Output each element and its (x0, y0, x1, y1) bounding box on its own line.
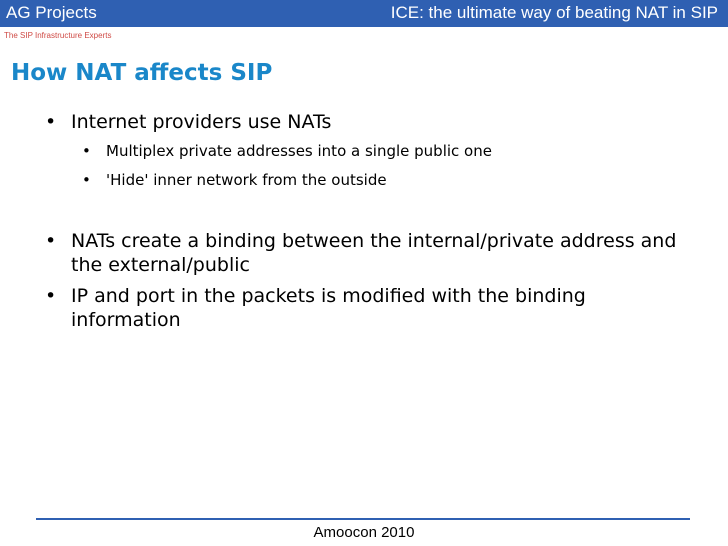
footer-divider (36, 518, 690, 520)
sub-bullet-text: Multiplex private addresses into a single public one (106, 142, 492, 160)
slide-title: How NAT affects SIP (11, 60, 273, 86)
bullet-item (45, 284, 685, 332)
bullet-dot: • (82, 171, 91, 189)
bullet-item (45, 110, 685, 134)
bullet-text: IP and port in the packets is modified with the binding information (71, 285, 586, 331)
bullet-text: NATs create a binding between the internal/private address and the external/public (71, 230, 677, 276)
bullet-dot: • (45, 285, 57, 307)
talk-title: ICE: the ultimate way of beating NAT in SIP (390, 3, 718, 22)
footer-text: Amoocon 2010 (313, 524, 415, 541)
bullet-dot: • (45, 111, 57, 133)
header-bar (0, 0, 728, 27)
bullet-text: Internet providers use NATs (71, 111, 332, 133)
bullet-dot: • (82, 142, 91, 160)
sub-bullet-text: 'Hide' inner network from the outside (106, 171, 387, 189)
sub-bullet-item (82, 141, 682, 161)
brand-name: AG Projects (6, 3, 97, 22)
sub-bullet-item (82, 170, 682, 190)
bullet-item (45, 229, 685, 277)
tagline: The SIP Infrastructure Experts (4, 31, 112, 40)
bullet-dot: • (45, 230, 57, 252)
